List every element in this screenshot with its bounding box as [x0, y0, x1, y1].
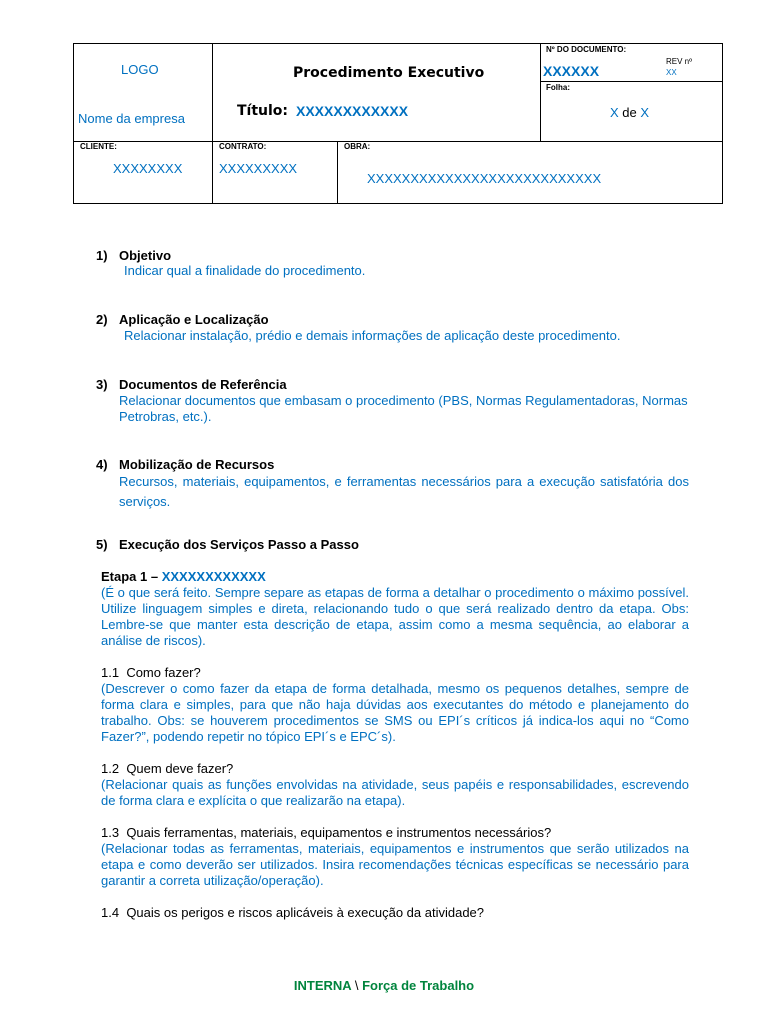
subsection-heading: 1.3 Quais ferramentas, materiais, equipamentos e instrumentos necessários? [101, 825, 552, 840]
stage-text: (É o que será feito. Sempre separe as etapas de forma a detalhar o procedimento o máximo possível. Utilize linguagem simples e direta, relacionando tudo o que será realizado dentro da etapa. Obs: Lembre-se que manter esta descrição de etapa, assim como a mesma sequência, ao elaborar a análise de riscos). [101, 585, 689, 648]
section-heading: 4) Mobilização de Recursos [96, 457, 275, 472]
stage-heading: Etapa 1 – XXXXXXXXXXXX [101, 569, 266, 584]
client-cell [74, 142, 213, 204]
work-value: XXXXXXXXXXXXXXXXXXXXXXXXXXX [367, 171, 602, 186]
section-text: Recursos, materiais, equipamentos, e ferramentas necessários para a execução satisfatória dos serviços. [119, 474, 689, 509]
subsection-text: (Descrever o como fazer da etapa de forma detalhada, mesmo os pequenos detalhes, sempre de forma clara e simples, para que não haja dúvidas aos executantes do método e planejamento do trabalho. Obs: se houverem procedimentos se SMS ou EPI´s críticos já indica-los aqui no “Como Fazer?”, podendo repetir no tópico EPI´s e EPC´s). [101, 681, 689, 744]
doc-number-value: XXXXXX [543, 63, 600, 79]
client-label: CLIENTE: [80, 142, 117, 151]
sheet-label: Folha: [546, 83, 570, 92]
client-value: XXXXXXXX [113, 161, 183, 176]
section-heading: 5) Execução dos Serviços Passo a Passo [96, 537, 359, 552]
title-cell [213, 44, 540, 142]
title-label: Título: [237, 103, 289, 119]
rev-value: XX [666, 68, 677, 77]
company-name: Nome da empresa [78, 111, 185, 126]
subsection-heading: 1.4 Quais os perigos e riscos aplicáveis à execução da atividade? [101, 905, 485, 920]
section-heading: 1) Objetivo [96, 248, 172, 263]
sheet-value: X de X [610, 105, 650, 120]
subsection-heading: 1.2 Quem deve fazer? [101, 761, 234, 776]
document-header-table [73, 43, 723, 204]
subsection-text: (Relacionar quais as funções envolvidas na atividade, seus papéis e responsabilidades, escrevendo de forma clara e explícita o que realizarão na etapa). [101, 777, 689, 808]
doc-number-cell [540, 44, 723, 82]
work-label: OBRA: [344, 142, 371, 151]
subsection-text: (Relacionar todas as ferramentas, materiais, equipamentos e instrumentos que serão utilizados na etapa e como deverão ser utilizados. Insira recomendações técnicas específicas se necessário para garantir a correta utilização/operação). [101, 841, 689, 888]
title-value: XXXXXXXXXXXX [296, 103, 409, 119]
logo-placeholder: LOGO [121, 62, 159, 77]
classification-footer: INTERNA \ Força de Trabalho [293, 978, 475, 993]
contract-value: XXXXXXXXX [219, 161, 298, 176]
contract-cell [213, 142, 338, 204]
doc-number-label: Nº DO DOCUMENTO: [546, 45, 627, 54]
section-text: Relacionar instalação, prédio e demais informações de aplicação deste procedimento. [124, 328, 621, 343]
sheet-cell [540, 82, 723, 142]
section-text: Indicar qual a finalidade do procedimento. [124, 263, 366, 278]
logo-cell [74, 44, 213, 142]
section-heading: 2) Aplicação e Localização [96, 312, 269, 327]
rev-label: REV nº [666, 57, 693, 66]
section-heading: 3) Documentos de Referência [96, 377, 287, 392]
work-cell [338, 142, 723, 204]
section-text: Relacionar documentos que embasam o procedimento (PBS, Normas Regulamentadoras, Normas Petrobras, etc.). [119, 393, 688, 424]
subsection-heading: 1.1 Como fazer? [101, 665, 201, 680]
document-type: Procedimento Executivo [293, 65, 485, 81]
contract-label: CONTRATO: [219, 142, 267, 151]
